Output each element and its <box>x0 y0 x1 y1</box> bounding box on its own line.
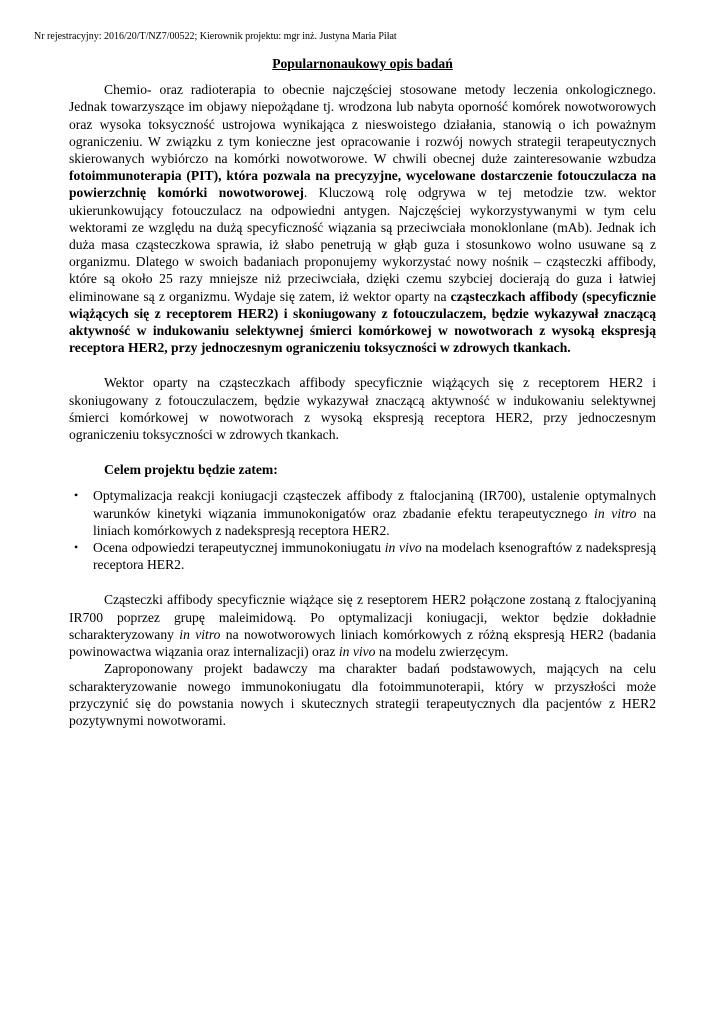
goal1-text-2: na liniach komórkowych z nadekspresją receptora HER2. <box>93 505 656 538</box>
methods-italic-1: in vitro <box>179 626 221 642</box>
intro-text-2: . Kluczową rolę odgrywa w tej metodzie tzw. wektor ukierunkowujący fotouczulacz na odpowiedni antygen. Najczęściej wykorzystywanymi w tym celu wektorami ze względu na dużą specyficzność wiązania są przeciwciała monoklonlane (mAb). Jednak ich duża masa cząsteczkowa sprawia, iż słabo penetrują w głąb guza i stosunkowo wolno usuwane są z organizmu. Dlatego w swoich badaniach proponujemy wykorzystać nowy nośnik – cząsteczki affibody, które są około 25 razy mniejsze niż przeciwciała, dzięki czemu szybciej docierają do guza i łatwiej eliminowane są z organizmu. Wydaje się zatem, iż wektor oparty na <box>69 185 656 304</box>
list-item <box>69 487 656 539</box>
methods-italic-2: in vivo <box>338 644 376 660</box>
spacer <box>69 443 656 461</box>
goal2-text-2: na modelach ksenograftów z nadekspresją receptora HER2. <box>93 540 656 573</box>
goal1-italic: in vitro <box>594 505 637 521</box>
methods-text-3: na modelu zwierzęcym. <box>375 644 509 660</box>
page-title: Popularnonaukowy opis badań <box>272 56 453 71</box>
intro-text-1: Chemio- oraz radioterapia to obecnie najczęściej stosowane metody leczenia onkologicznego. Jednak towarzyszące im objawy niepożądane tj. wrodzona lub nabyta oporność komórek nowotworowych oraz wysoka toksyczność ustrojowa wynikająca z nieswoistego działania, stanowią o ich poważnym ograniczeniu. W związku z tym konieczne jest opracowanie i rozwój nowych strategii terapeutycznych skierowanych wybiórczo na komórki nowotworowe. W chwili obecnej duże zainteresowanie wzbudza <box>69 82 656 167</box>
goal2-italic: in vivo <box>384 540 422 556</box>
bullet-icon: • <box>74 540 79 555</box>
goal2-text-1: Ocena odpowiedzi terapeutycznej immunokoniugatu <box>93 540 385 556</box>
intro-paragraph <box>69 81 656 356</box>
spacer <box>69 356 656 374</box>
document-content <box>69 55 656 729</box>
list-item <box>69 539 656 573</box>
intro-bold-1: fotoimmunoterapia (PIT), która pozwala na precyzyjne, wycelowane dostarczenie fotouczulacza na powierzchnię komórki nowotworowej <box>69 168 656 201</box>
intro-bold-2: cząsteczkach affibody (specyficznie wiążących się z receptorem HER2) i skoniugowany z fotouczulaczem, będzie wykazywał znaczącą aktywność w indukowaniu selektywnej śmierci komórkowej w nowotworach z wysoką ekspresją receptora HER2, przy jednoczesnym ograniczeniu toksyczności w zdrowych tkankach. <box>69 288 656 356</box>
goals-list <box>69 487 656 573</box>
methods-text-2: na nowotworowych liniach komórkowych z różną ekspresją HER2 (badania powinowactwa wiązania oraz internalizacji) oraz <box>69 626 656 660</box>
goals-heading: Celem projektu będzie zatem: <box>104 462 278 478</box>
spacer <box>69 573 656 591</box>
goal1-text-1: Optymalizacja reakcji koniugacji cząsteczek affibody z ftalocjaniną (IR700), ustalenie optymalnych warunków kinetyki wiązania immunokonigatów oraz zbadanie efektu terapeutycznego <box>93 488 656 521</box>
methods-paragraph <box>69 591 656 660</box>
methods-text-1: Cząsteczki affibody specyficznie wiążące się z reseptorem HER2 połączone zostaną z ftalocjyaniną IR700 poprzez grupę maleimidową. Po optymalizacji koniugacji, wektor będzie dokładnie scharakteryzowany <box>69 592 656 642</box>
registration-header: Nr rejestracyjny: 2016/20/T/NZ7/00522; Kierownik projektu: mgr inż. Justyna Maria Piłat <box>34 31 397 42</box>
summary-paragraph: Zaproponowany projekt badawczy ma charakter badań podstawowych, mających na celu scharakteryzowanie nowego immunokoniugatu dla fotoimmunoterapii, który w przyszłości może przyczynić się do powstania nowych i skutecznych strategii terapeutycznych dla pacjentów z HER2 pozytywnymi nowotworami. <box>69 661 656 728</box>
bullet-icon: • <box>74 488 79 503</box>
vector-paragraph: Wektor oparty na cząsteczkach affibody specyficznie wiążących się z receptorem HER2 i skoniugowany z fotouczulaczem, będzie wykazywał znaczącą aktywność w indukowaniu selektywnej śmierci komórkowej w nowotworach z wysoką ekspresją receptora HER2, przy jednoczesnym ograniczeniu toksyczności w zdrowych tkankach. <box>69 375 656 443</box>
